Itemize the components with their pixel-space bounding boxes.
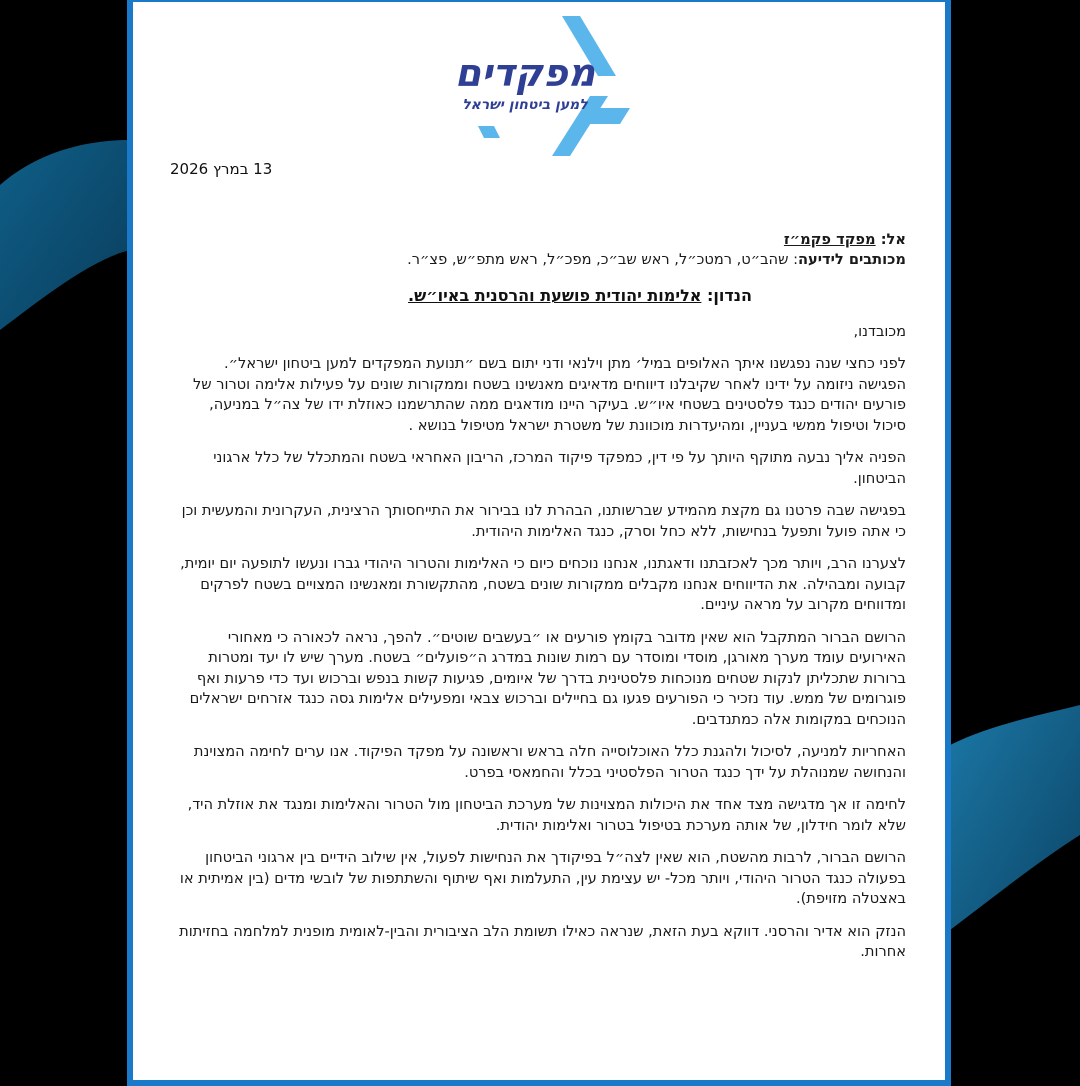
body-paragraph: בפגישה שבה פרטנו גם מקצת מהמידע שברשותנו, הבהרת לנו בבירור את התייחסותך הרצינית, העקרונית והמעשית וכן כי אתה פועל ותפעל בנחישות, ללא כחל וסרק, כנגד האלימות היהודית. — [181, 502, 906, 540]
subject-label: הנדון: — [706, 286, 752, 305]
body-paragraph: האחריות למניעה, לסיכול ולהגנת כלל האוכלוסייה חלה בראש וראשונה על מפקד הפיקוד. אנו ערים לחימה המצוינת והנחושה שמנוהלת על ידך כנגד הטרור הפלסטיני בכלל והחמאסי בפרט. — [193, 743, 906, 781]
logo-tagline: למען ביטחון ישראל — [462, 97, 588, 113]
body-paragraph: הפניה אליך נבעה מתוקף היותך על פי דין, כמפקד פיקוד המרכז, הריבון האחראי בשטח והמתכלל של כלל ארגוני הביטחון. — [213, 449, 906, 487]
body-paragraph: הרושם הברור המתקבל הוא שאין מדובר בקומץ פורעים או ״בעשבים שוטים״. להפך, נראה לכאורה כי מאחורי האירועים עומד מערך מאורגן, מוסדי ומוסדר עם רמות שונות במדרג ה״פועלים״ בשטח. מערך שיש לו יעד ומטרות ברורות שתכליתן לנקות שטחים מנוכחות פלסטינית בדרך של איומים, פגיעות קשות בנפש וברכוש ועד כדי פרעות ואף פוגרומים של ממש. עוד נזכיר כי הפורעים פגעו גם בחיילים וברכוש צבאי ומפעילים אלימות גסה כנגד אזרחים ישראלים הנוכחים במקומות אלה כמתנדבים. — [189, 628, 906, 728]
letter-date: 13 במרץ 2026 — [170, 160, 273, 178]
recipient-line — [172, 230, 906, 251]
letter-body — [172, 354, 906, 975]
cc-line — [172, 250, 906, 271]
body-paragraph: לחימה זו אך מדגישה מצד אחד את היכולות המצוינות של מערכת הביטחון מול הטרור והאלימות ומנגד את אוזלת היד, שלא לומר חידלון, של אותה מערכת בטיפול בטרור ואלימות יהודית. — [187, 796, 906, 834]
subject-line — [172, 286, 752, 305]
recipient-value: מפקד פקמ״ז — [783, 231, 876, 248]
body-paragraph: הנזק הוא אדיר והרסני. דווקא בעת הזאת, שנראה כאילו תשומת הלב הציבורית והבין-לאומית מופנית למלחמה בחזיתות אחרות. — [179, 922, 906, 960]
cc-value: : שהב״ט, רמטכ״ל, ראש שב״כ, מפכ״ל, ראש מתפ״ש, פצ״ר. — [407, 251, 798, 268]
letter-greeting: מכובדנו, — [853, 323, 906, 340]
body-paragraph: לצערנו הרב, ויותר מכך לאכזבתנו ודאגתנו, אנחנו נוכחים כיום כי האלימות והטרור היהודי גברו ונעשו לתופעה יום יומית, קבועה ומבהילה. את הדיווחים אנחנו מקבלים ממקורות שונים בשטח, מהתקשורת ומאנשינו המצויים בשטח לפרקים ומדווחים מקרוב על מראה עיניים. — [180, 555, 906, 613]
recipient-label: אל: — [880, 231, 906, 248]
logo-name: מפקדים — [454, 51, 596, 95]
cc-label: מכותבים לידיעה — [798, 251, 906, 268]
body-paragraph: לפני כחצי שנה נפגשנו איתך האלופים במיל׳ מתן וילנאי ודני יתום בשם ״תנועת המפקדים למען ביטחון ישראל״. הפגישה ניזומה על ידינו לאחר שקיבלנו דיווחים מדאיגים מאנשינו בשטח וממקורות שונים על פעילות אלימה וטרור של פורעים יהודים כנגד פלסטינים בשטחי איו״ש. בעיקר היינו מודאגים ממה שהתרשמנו כאוזלת ידו של צה״ל במניעה, סיכול וטיפול ממשי בעניין, ומהיעדרות מוכוונת של משטרת ישראל מטיפול בנושא . — [192, 355, 906, 434]
organization-logo — [440, 6, 640, 158]
subject-value: אלימות יהודית פושעת והרסנית באיו״ש. — [408, 286, 702, 305]
body-paragraph: הרושם הברור, לרבות מהשטח, הוא שאין לצה״ל בפיקודך את הנחישות לפעול, אין שילוב הידיים בין ארגוני הביטחון בפעולה כנגד הטרור היהודי, ויותר מכל- יש עצימת עין, התעלמות ואף שיתוף והשתתפות של לובשי מדים (בין אמיתית או באצטלה מזויפת). — [179, 849, 906, 907]
